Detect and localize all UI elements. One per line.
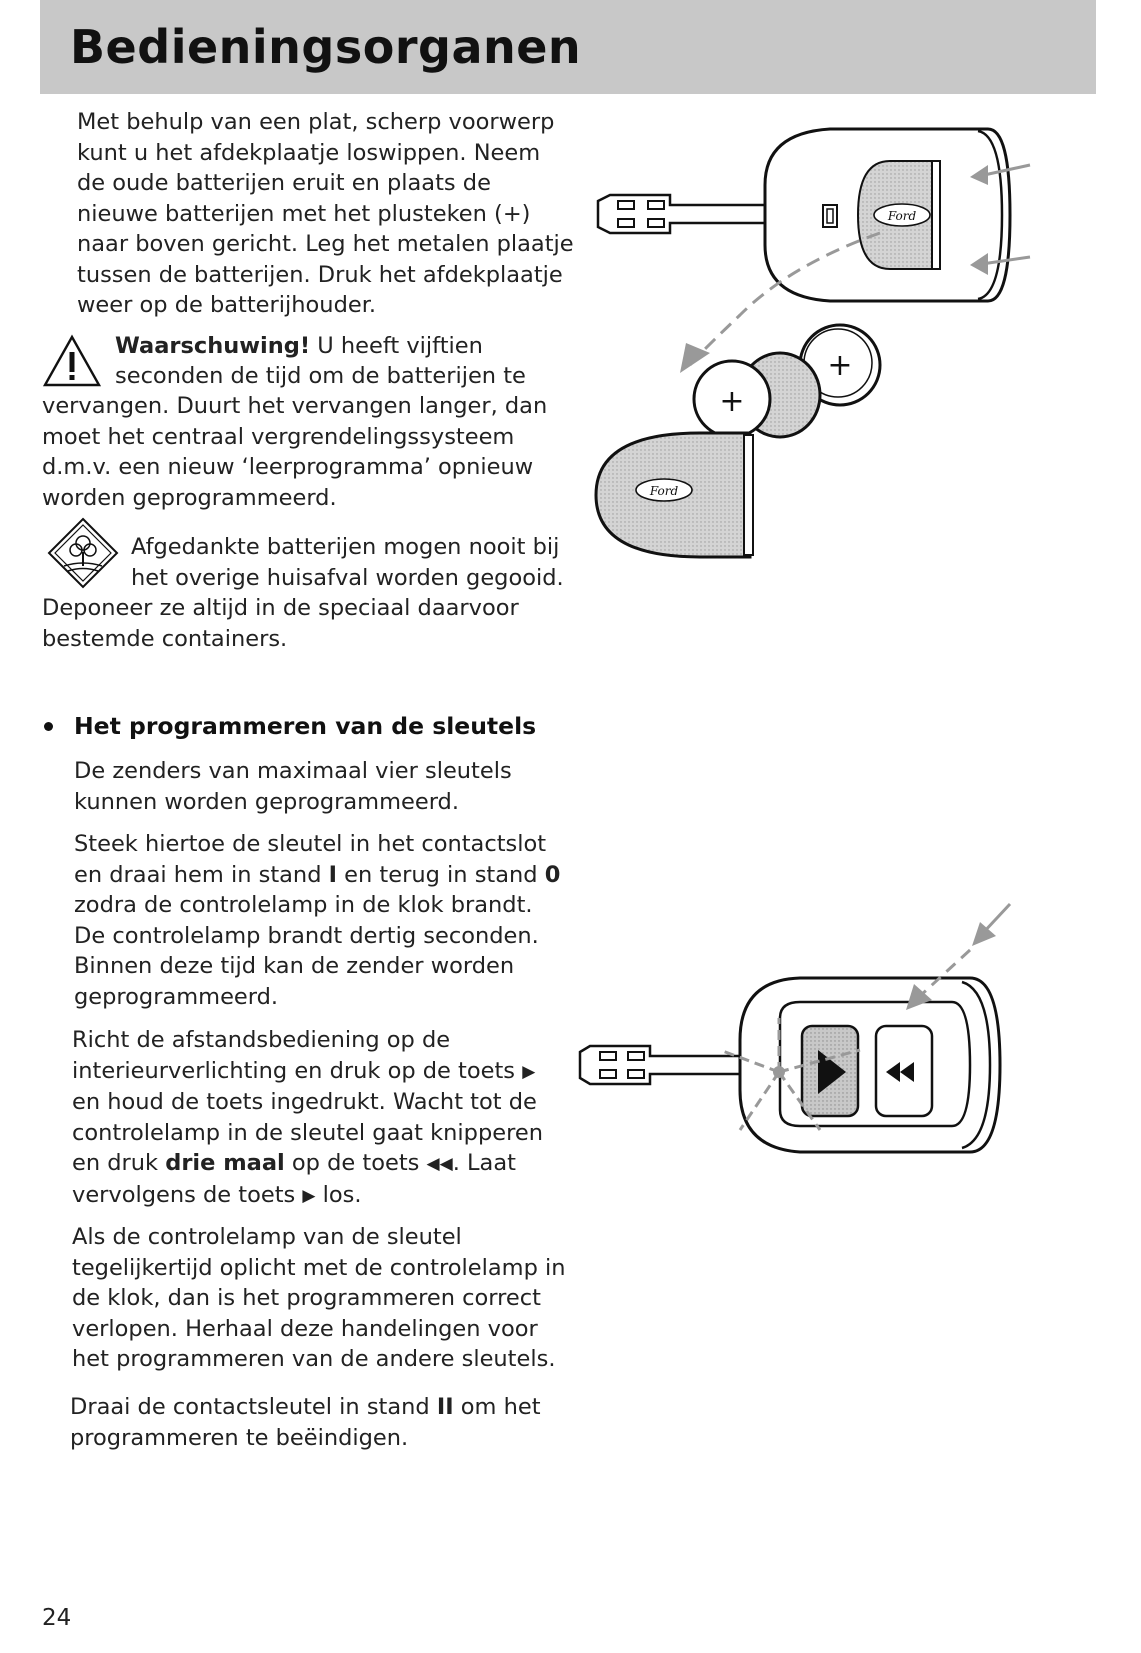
programming-paragraph-3: Richt de afstandsbediening op de interieurverlichting en druk op de toets ▶ en houd de toets ingedrukt. Wacht tot de controlelamp in de sleutel gaat knipperen en druk drie maal op de toets ◀◀. Laat vervolgens de toets ▶ los.: [72, 1025, 543, 1211]
environment-paragraph-head: Afgedankte batterijen mogen nooit bij het overige huisafval worden gegooid.: [131, 534, 564, 591]
programming-paragraph-1: De zenders van maximaal vier sleutels kunnen worden geprogrammeerd.: [74, 758, 512, 815]
warning-paragraph-rest: vervangen. Duurt het vervangen langer, dan moet het centraal vergrendelingssysteem d.m.v. een nieuw ‘leerprogramma’ opnieuw worden geprogrammeerd.: [42, 393, 548, 511]
ford-logo-text-cover: Ford: [649, 484, 679, 498]
play-symbol: ▶: [522, 1061, 536, 1082]
key-fob-body: [765, 129, 1010, 301]
play-symbol-2: ▶: [302, 1185, 316, 1206]
batteries: [694, 325, 880, 437]
battery-cover: [596, 433, 753, 557]
battery-plus-sign-front: +: [719, 384, 745, 419]
environment-tree-icon: [46, 516, 120, 590]
bullet-point: [44, 722, 53, 731]
programming-heading: Het programmeren van de sleutels: [74, 712, 537, 740]
warning-first-line: Waarschuwing! U heeft vijftien: [115, 333, 483, 359]
warning-line-2: seconden de tijd om de batterijen te: [115, 363, 526, 389]
warning-icon: [42, 334, 102, 388]
page-title: Bedieningsorganen: [70, 20, 582, 74]
page-number: 24: [42, 1605, 72, 1631]
warning-label: Waarschuwing!: [115, 333, 311, 359]
key-blade-2: [580, 1046, 740, 1084]
battery-replacement-figure: [590, 125, 1060, 595]
key-programming-figure: [570, 900, 1060, 1180]
battery-paragraph: Met behulp van een plat, scherp voorwerp kunt u het afdekplaatje loswippen. Neem de oude batterijen eruit en plaats de nieuwe batterijen met het plusteken (+) naar boven gericht. Leg het metalen plaatje tussen de batterijen. Druk het afdekplaatje weer op de batterijhouder.: [77, 109, 574, 318]
programming-paragraph-4: Als de controlelamp van de sleutel tegelijkertijd oplicht met de controlelamp in de klok, dan is het programmeren correct verlopen. Herhaal deze handelingen voor het programmeren van de andere sleutels.: [72, 1224, 566, 1372]
ford-logo-text: Ford: [887, 209, 917, 223]
page-header: [40, 0, 1096, 94]
battery-plus-sign: +: [827, 348, 853, 383]
rewind-symbol: ◀◀: [426, 1154, 453, 1174]
key-blade: [598, 195, 765, 233]
programming-paragraph-2: Steek hiertoe de sleutel in het contactslot en draai hem in stand I en terug in stand 0 zodra de controlelamp in de klok brandt. De controlelamp brandt dertig seconden. Binnen deze tijd kan de zender worden geprogrammeerd.: [74, 831, 561, 1010]
programming-paragraph-5: Draai de contactsleutel in stand II om het programmeren te beëindigen.: [70, 1394, 541, 1451]
environment-paragraph-rest: Deponeer ze altijd in de speciaal daarvoor bestemde containers.: [42, 595, 519, 652]
